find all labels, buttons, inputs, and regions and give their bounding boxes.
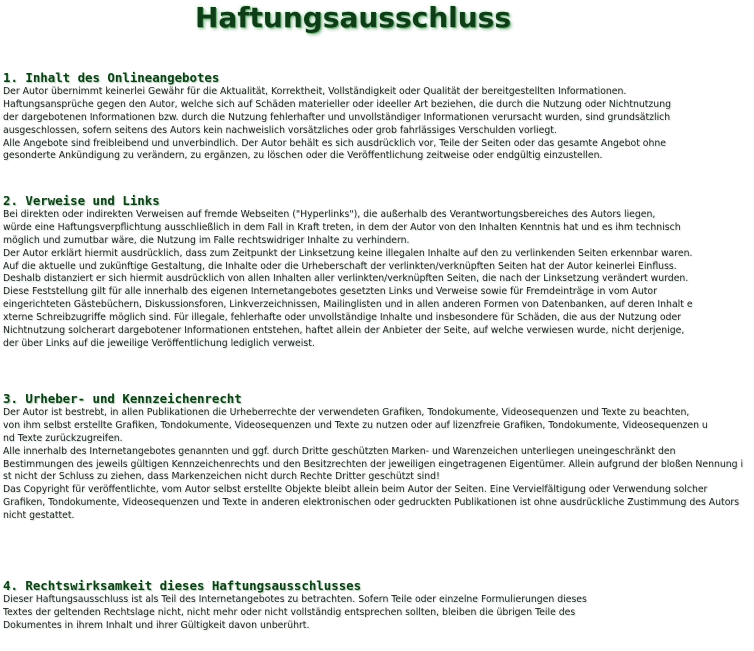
text-line: Nichtnutzung solcherart dargebotener Informationen entstehen, haftet allein der Anbieter der Seite, auf welche verwiesen wurde, nicht derjenige, <box>3 325 685 337</box>
text-line: Der Autor ist bestrebt, in allen Publikationen die Urheberrechte der verwendeten Grafiken, Tondokumente, Videosequenzen und Texte zu beachten, <box>3 407 690 418</box>
text-line: st nicht der Schluss zu ziehen, dass Markenzeichen nicht durch Rechte Dritter geschützt sind! <box>3 471 440 483</box>
text-line: würde eine Haftungsverpflichtung ausschließlich in dem Fall in Kraft treten, in dem der Autor von den Inhalten Kenntnis hat und es ihm technisch <box>3 221 681 233</box>
text-line: Dokumentes in ihrem Inhalt und ihrer Gültigkeit davon unberührt. <box>3 619 310 631</box>
text-line: Der Autor erklärt hiermit ausdrücklich, dass zum Zeitpunkt der Linksetzung keine illegalen Inhalte auf den zu verlinkenden Seiten erkennbar waren. <box>3 247 693 259</box>
text-line: eingerichteten Gästebüchern, Diskussionsforen, Linkverzeichnissen, Mailinglisten und in allen anderen Formen von Datenbanken, auf deren Inhalt e <box>3 299 693 311</box>
text-line: Diese Feststellung gilt für alle innerhalb des eigenen Internetangebotes gesetzten Links und Verweise sowie für Fremdeinträge in vom Autor <box>3 286 657 298</box>
text-line: Auf die aktuelle und zukünftige Gestaltung, die Inhalte oder die Urheberschaft der verlinkten/verknüpften Seiten hat der Autor keinerlei Einfluss. <box>3 260 677 272</box>
section-body <box>3 209 751 351</box>
section-links <box>3 193 751 351</box>
section-copyright <box>3 391 751 523</box>
text-line: Das Copyright für veröffentlichte, vom Autor selbst erstellte Objekte bleibt allein beim Autor der Seiten. Eine Vervielfältigung oder Verwendung solcher <box>3 484 708 496</box>
section-body <box>3 594 751 633</box>
section-heading: 3. Urheber- und Kennzeichenrecht <box>3 391 242 406</box>
text-line: Der Autor übernimmt keinerlei Gewähr für die Aktualität, Korrektheit, Vollständigkeit oder Qualität der bereitgestellten Informationen. <box>3 86 627 97</box>
text-line: nd Texte zurückzugreifen. <box>3 432 123 444</box>
text-line: gesonderte Ankündigung zu verändern, zu ergänzen, zu löschen oder die Veröffentlichung zeitweise oder endgültig einzustellen. <box>3 150 603 162</box>
section-heading: 1. Inhalt des Onlineangebotes <box>3 70 220 85</box>
text-line: möglich und zumutbar wäre, die Nutzung im Falle rechtswidriger Inhalte zu verhindern. <box>3 234 410 246</box>
page-title: Haftungsausschluss <box>194 1 512 34</box>
text-line: Alle Angebote sind freibleibend und unverbindlich. Der Autor behält es sich ausdrücklich vor, Teile der Seiten oder das gesamte Angebot ohne <box>3 137 666 149</box>
section-heading: 4. Rechtswirksamkeit dieses Haftungsausschlusses <box>3 578 362 593</box>
text-line: nicht gestattet. <box>3 510 75 522</box>
text-line: Bestimmungen des jeweils gültigen Kennzeichenrechts und den Besitzrechten der jeweiligen eingetragenen Eigentümer. Allein aufgrund der bloßen Nennung i <box>3 458 744 470</box>
section-body <box>3 407 751 523</box>
text-line: von ihm selbst erstellte Grafiken, Tondokumente, Videosequenzen und Texte zu nutzen oder auf lizenzfreie Grafiken, Tondokumente, Videosequenzen u <box>3 419 708 431</box>
text-line: ausgeschlossen, sofern seitens des Autors kein nachweislich vorsätzliches oder grob fahrlässiges Verschulden vorliegt. <box>3 124 557 136</box>
text-line: Textes der geltenden Rechtslage nicht, nicht mehr oder nicht vollständig entsprechen sollten, bleiben die übrigen Teile des <box>3 606 576 618</box>
text-line: xterne Schreibzugriffe möglich sind. Für illegale, fehlerhafte oder unvollständige Inhalte und insbesondere für Schäden, die aus der Nutzung oder <box>3 312 682 324</box>
text-line: Deshalb distanziert er sich hiermit ausdrücklich von allen Inhalten aller verlinkten/verknüpften Seiten, die nach der Linksetzung verändert wurden. <box>3 273 689 285</box>
section-online-content <box>3 70 751 163</box>
section-body <box>3 86 751 163</box>
section-legal-validity <box>3 578 751 633</box>
text-line: der über Links auf die jeweilige Veröffentlichung lediglich verweist. <box>3 337 315 349</box>
text-line: Dieser Haftungsausschluss ist als Teil des Internetangebotes zu betrachten. Sofern Teile oder einzelne Formulierungen dieses <box>3 594 587 605</box>
text-line: Haftungsansprüche gegen den Autor, welche sich auf Schäden materieller oder ideeller Art beziehen, die durch die Nutzung oder Nichtnutzung <box>3 98 671 110</box>
text-line: der dargebotenen Informationen bzw. durch die Nutzung fehlerhafter und unvollständiger Informationen verursacht wurden, sind grundsätzlich <box>3 111 671 123</box>
text-line: Bei direkten oder indirekten Verweisen auf fremde Webseiten ("Hyperlinks"), die außerhalb des Verantwortungsbereiches des Autors liegen, <box>3 209 656 220</box>
text-line: Grafiken, Tondokumente, Videosequenzen und Texte in anderen elektronischen oder gedruckten Publikationen ist ohne ausdrückliche Zustimmung des Autors <box>3 497 740 509</box>
text-line: Alle innerhalb des Internetangebotes genannten und ggf. durch Dritte geschützten Marken- und Warenzeichen unterliegen uneingeschränkt den <box>3 445 676 457</box>
section-heading: 2. Verweise und Links <box>3 193 160 208</box>
